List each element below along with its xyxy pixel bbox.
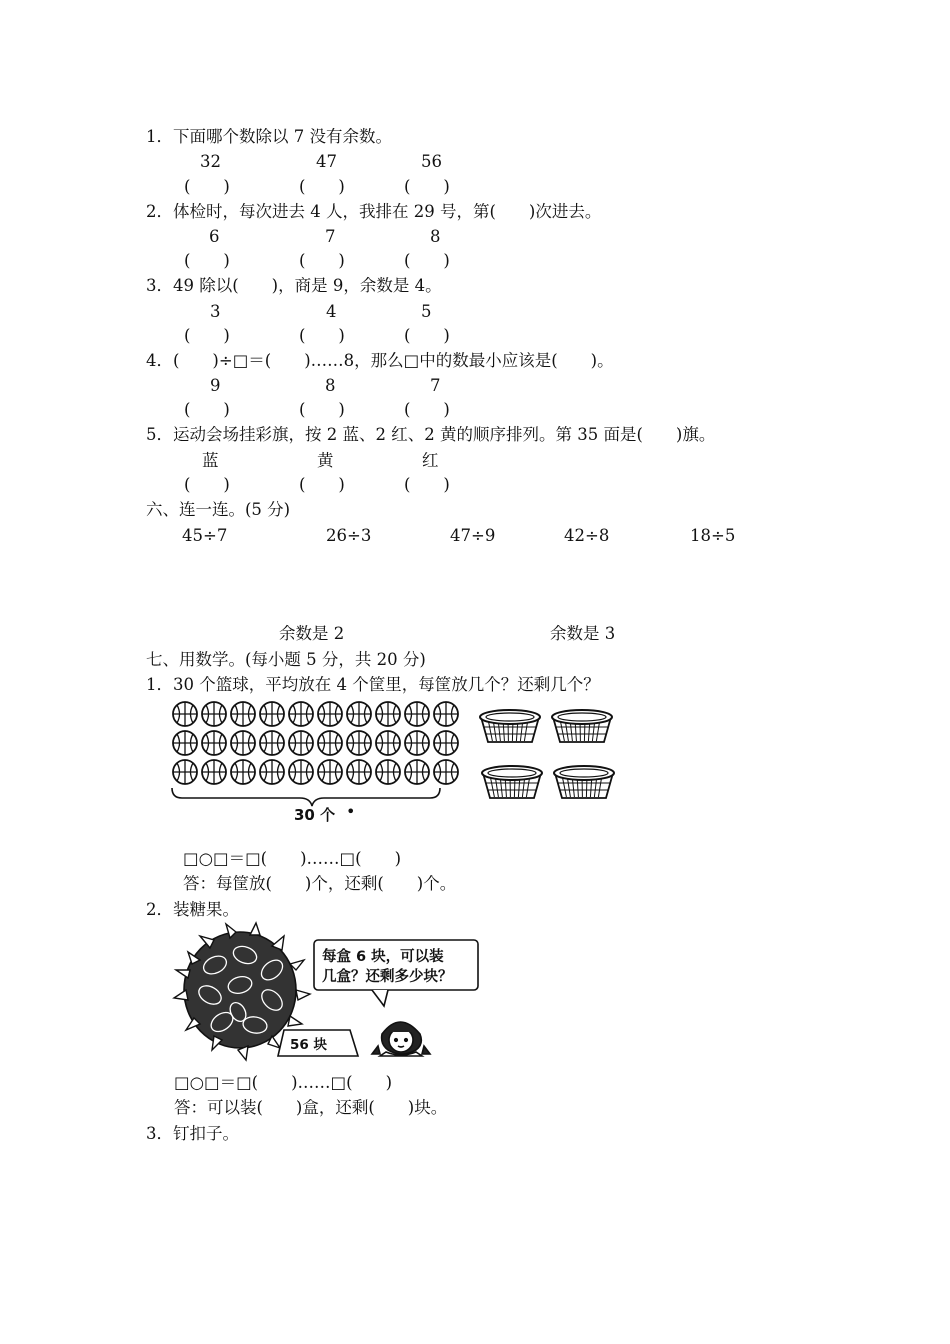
match-expression[interactable]: 42÷8 [564, 526, 610, 545]
p1-text: 1．30 个篮球，平均放在 4 个筐里，每筐放几个？还剩几个？ [146, 675, 600, 694]
q4-option-c: 7 [430, 376, 441, 395]
q3-option-b: 4 [326, 302, 337, 321]
q5-option-a: 蓝 [202, 451, 219, 470]
q2-text: 2．体检时，每次进去 4 人，我排在 29 号，第( )次进去。 [146, 202, 602, 221]
q2-option-c: 8 [430, 227, 441, 246]
p3-text: 3．钉扣子。 [146, 1124, 239, 1143]
q1-option-b: 47 [316, 152, 337, 171]
q2-paren-a[interactable]: ( ) [184, 251, 230, 270]
match-expression[interactable]: 26÷3 [326, 526, 372, 545]
match-expression[interactable]: 47÷9 [450, 526, 496, 545]
q5-option-c: 红 [422, 451, 439, 470]
q5-paren-a[interactable]: ( ) [184, 475, 230, 494]
match-remainder[interactable]: 余数是 3 [550, 624, 616, 643]
p2-answer[interactable]: 答：可以装( )盒，还剩( )块。 [174, 1098, 448, 1117]
q3-paren-b[interactable]: ( ) [299, 326, 345, 345]
p2-text: 2．装糖果。 [146, 900, 239, 919]
q3-paren-c[interactable]: ( ) [404, 326, 450, 345]
match-remainder[interactable]: 余数是 2 [279, 624, 345, 643]
q4-option-b: 8 [325, 376, 336, 395]
q1-paren-b[interactable]: ( ) [299, 177, 345, 196]
q4-text: 4．( )÷□＝( )……8，那么□中的数最小应该是( )。 [146, 351, 614, 370]
q2-paren-c[interactable]: ( ) [404, 251, 450, 270]
q3-option-a: 3 [210, 302, 221, 321]
q5-paren-c[interactable]: ( ) [404, 475, 450, 494]
q1-option-c: 56 [421, 152, 442, 171]
q1-paren-a[interactable]: ( ) [184, 177, 230, 196]
match-expression[interactable]: 18÷5 [690, 526, 736, 545]
match-expression[interactable]: 45÷7 [182, 526, 228, 545]
q1-option-a: 32 [200, 152, 221, 171]
q1-text: 1．下面哪个数除以 7 没有余数。 [146, 127, 392, 146]
p2-formula[interactable]: □○□＝□( )……□( ) [174, 1073, 393, 1092]
q5-text: 5．运动会场挂彩旗，按 2 蓝、2 红、2 黄的顺序排列。第 35 面是( )旗。 [146, 425, 716, 444]
p1-dot: • [346, 802, 356, 821]
q2-option-b: 7 [325, 227, 336, 246]
bubble-line2: 几盒？还剩多少块？ [322, 969, 453, 985]
q4-option-a: 9 [210, 376, 221, 395]
bubble-line1: 每盒 6 块，可以装 [322, 949, 444, 965]
section6-title: 六、连一连。(5 分) [146, 500, 291, 519]
q5-option-b: 黄 [317, 451, 334, 470]
q3-text: 3．49 除以( )，商是 9，余数是 4。 [146, 276, 442, 295]
q4-paren-a[interactable]: ( ) [184, 400, 230, 419]
p1-formula[interactable]: □○□＝□( )……□( ) [183, 849, 402, 868]
q4-paren-b[interactable]: ( ) [299, 400, 345, 419]
section7-title: 七、用数学。(每小题 5 分，共 20 分) [146, 650, 426, 669]
q3-option-c: 5 [421, 302, 432, 321]
q4-paren-c[interactable]: ( ) [404, 400, 450, 419]
q1-paren-c[interactable]: ( ) [404, 177, 450, 196]
p1-answer[interactable]: 答：每筐放( )个，还剩( )个。 [183, 874, 457, 893]
p1-count-label: 30 个 [294, 806, 336, 824]
q2-paren-b[interactable]: ( ) [299, 251, 345, 270]
q3-paren-a[interactable]: ( ) [184, 326, 230, 345]
q2-option-a: 6 [209, 227, 220, 246]
q5-paren-b[interactable]: ( ) [299, 475, 345, 494]
tag-label: 56 块 [290, 1037, 327, 1053]
girl-figure [372, 1022, 430, 1056]
